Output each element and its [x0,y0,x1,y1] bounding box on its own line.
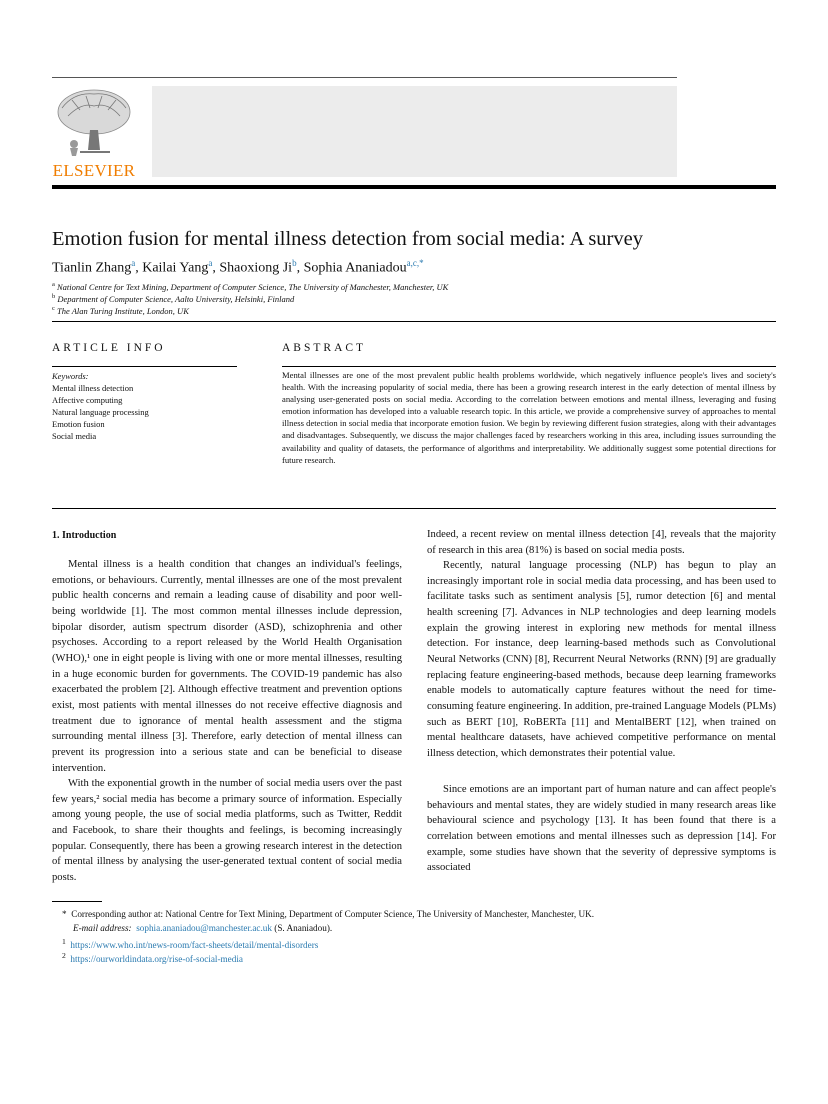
keyword-item: Mental illness detection [52,383,134,393]
keywords-block [52,370,149,442]
article-info-heading: ARTICLE INFO [52,342,166,354]
abstract-text: Mental illnesses are one of the most prevalent public health problems worldwide, which negatively influence people's lives and society's health. With the increasing popularity of social media, there has been a growing research interest in the early detection of mental illness by analysing user-generated posts on social media. According to the correlation between emotions and mental illness, leveraging and fusing emotion information has developed into a valuable research topic. In this article, we provide a comprehensive survey of approaches to mental illness detection in social media that incorporate emotion fusion. We begin by reviewing different fusion strategies, along with their advantages and disadvantages. Subsequently, we discuss the major challenges faced by researchers working in this area, including issues surrounding the availability and quality of datasets, the performance of algorithms and interpretability. We additionally suggest some potential directions for future research. [282,370,776,465]
body-paragraph: With the exponential growth in the number of social media users over the past few years,² social media has become a primary source of information. Especially among young people, the use of social media platforms, such as Twitter, Reddit and Facebook, to share their thoughts and feelings, is becoming increasingly popular. Consequently, there has been a growing research interest in the detection of mental illness by analysing the user-generated textual content of social media posts. [52,778,402,883]
author-name: Tianlin Zhang [52,260,132,276]
affiliation [52,305,189,316]
abstract-bottom-rule [52,508,776,509]
author-affil-mark[interactable]: a [131,258,136,268]
article-info-rule [52,366,237,367]
author-name: Sophia Ananiadou [303,260,407,276]
corresponding-author-note [62,907,594,921]
author-affil-mark[interactable]: a,c,* [406,258,424,268]
keyword-item: Emotion fusion [52,419,105,429]
footnote-text: Corresponding author at: National Centre for Text Mining, Department of Computer Science, The University of Manchester, Manchester, UK. [71,909,595,919]
publisher-logo-text: ELSEVIER [52,161,136,180]
email-label: E-mail address: [73,923,132,933]
affiliation-divider [52,321,776,322]
abstract-rule [282,366,776,367]
affiliation-text: The Alan Turing Institute, London, UK [57,305,189,316]
footnote-2 [62,949,243,966]
email-owner: (S. Ananiadou). [274,923,333,933]
section-heading: 1. Introduction [52,530,117,541]
body-paragraph: Mental illness is a health condition that changes an individual's feelings, emotions, or behaviours. Currently, mental illnesses are one of the most prevalent public health concerns and remain a leading cause of disability and poor well-being worldwide [1]. The most common mental illnesses include depression, bipolar disorder, autism spectrum disorder (ASD), schizophrenia and other psychoses. According to a report released by the World Health Organisation (WHO),¹ one in eight people is living with one or more mental illnesses, resulting in a huge economic burden for governments. The COVID-19 pandemic has also exacerbated the problem [2]. Although effective treatment and prevention options exist, most patients with mental illnesses do not receive effective diagnosis and treatment due to ignorance of mental health assessment and the stigma surrounding mental illness [3]. Therefore, early detection of mental illness can prevent its progression into a serious state and can be beneficial to disease intervention. [52,559,402,774]
author-affil-mark[interactable]: a [208,258,213,268]
journal-banner-box [152,86,677,177]
keyword-item: Affective computing [52,395,123,405]
affiliation-mark: c [52,305,55,312]
keyword-item: Social media [52,431,97,441]
affiliation [52,281,448,292]
tree-icon [52,86,136,162]
footnote-link[interactable]: https://ourworldindata.org/rise-of-social-media [70,954,243,965]
header-top-rule [52,77,677,78]
author-name: Shaoxiong Ji [219,260,293,276]
body-paragraph: Indeed, a recent review on mental illness detection [4], reveals that the majority of research in this area (81%) is based on social media posts. [427,529,776,556]
footnote-mark: 1 [62,937,66,946]
affiliation-mark: b [52,293,56,300]
body-paragraph: Since emotions are an important part of human nature and can affect people's behaviours and mental states, they are widely studied in many research areas like behavioural science and psychology [13]. It has been found that there is a correlation between emotions and mental illnesses such as depression [14]. For example, some studies have shown that the severity of depressive symptoms is associated [427,784,776,874]
footnote-mark: 2 [62,951,66,960]
footnote-divider [52,901,102,902]
body-paragraph: Recently, natural language processing (NLP) has begun to play an increasingly important role in social media data processing, and has been used to facilitate tasks such as sentiment analysis [5], rumor detection [6] and mental health screening [7]. Advances in NLP technologies and deep learning models explain the growing interest in exploring new methods for mental illness detection. For instance, deep learning-based methods such as Convolutional Neural Networks (CNN) [8], Recurrent Neural Networks (RNN) [9] are gradually replacing feature engineering-based methods, because deep learning frameworks enable models to automatically capture features without the need for time-consuming feature engineering. In addition, pre-trained Language Models (PLMs) such as BERT [10], RoBERTa [11] and MentalBERT [12], when trained on mental healthcare datasets, have achieved competitive performance on mental illness detection, which demonstrates their potential value. [427,560,776,759]
author-list: Tianlin Zhang$^a$, Kailai Yang$^a$, Shaoxiong Ji$^b$, Sophia Ananiadou$^{a,c,*}$ [52,258,424,276]
abstract-heading: ABSTRACT [282,342,367,354]
header-thick-rule [52,185,776,189]
affiliation-text: Department of Computer Science, Aalto University, Helsinki, Finland [57,293,295,304]
footnote-link[interactable]: https://www.who.int/news-room/fact-sheets/detail/mental-disorders [70,940,319,951]
keywords-label: Keywords: [52,371,89,381]
author-affil-mark[interactable]: b [292,258,297,268]
affiliation [52,293,294,304]
author-name: Kailai Yang [142,260,209,276]
affiliation-mark: a [52,281,55,288]
footnote-mark: * [62,909,67,919]
affiliation-text: National Centre for Text Mining, Department of Computer Science, The University of Manchester, Manchester, UK [57,281,449,292]
article-title: Emotion fusion for mental illness detection from social media: A survey [52,228,643,250]
email-link[interactable]: sophia.ananiadou@manchester.ac.uk [136,923,272,933]
keyword-item: Natural language processing [52,407,149,417]
email-note [73,921,332,935]
